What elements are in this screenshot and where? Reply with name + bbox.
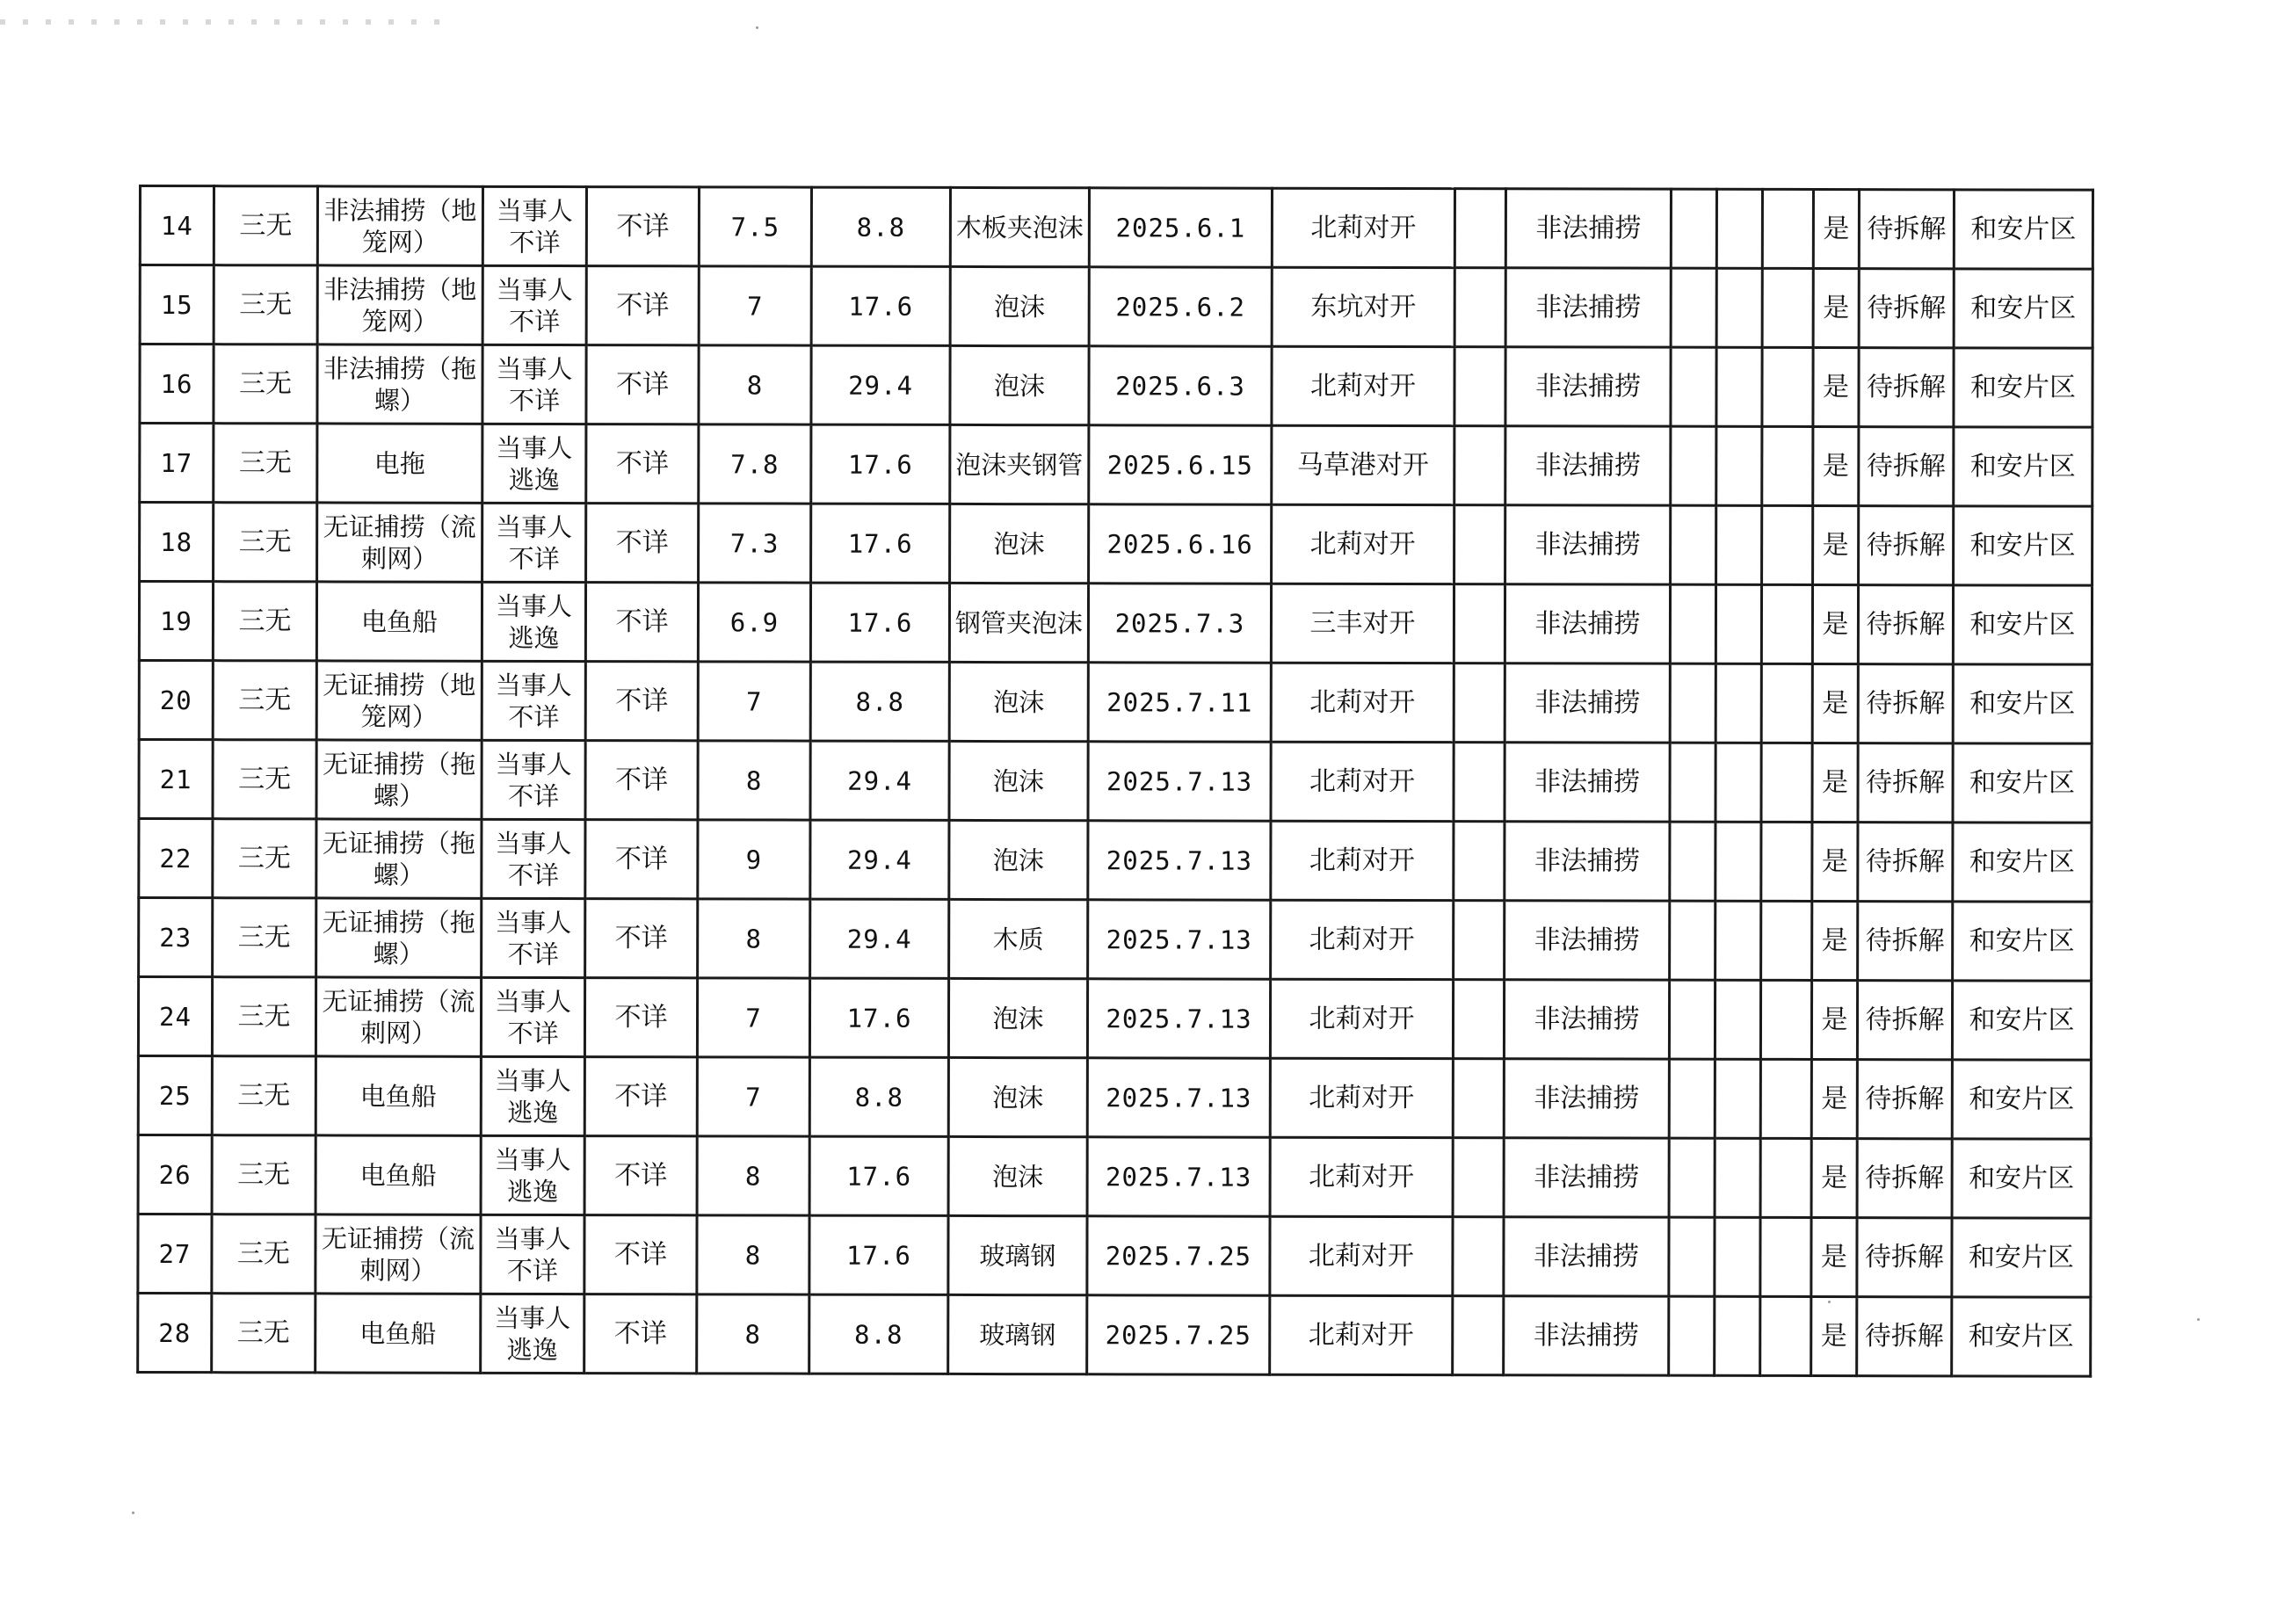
blank-cell xyxy=(1669,980,1715,1059)
power-cell: 17.6 xyxy=(810,583,949,662)
blank-cell xyxy=(1762,426,1813,505)
area-cell: 和安片区 xyxy=(1954,506,2093,585)
row-number-cell: 27 xyxy=(138,1214,212,1294)
party-cell: 当事人不详 xyxy=(482,503,586,582)
status-cell: 待拆解 xyxy=(1858,585,1953,664)
material-cell: 泡沫 xyxy=(949,820,1088,899)
status-cell: 待拆解 xyxy=(1859,427,1954,506)
power-cell: 17.6 xyxy=(811,424,950,504)
area-cell: 和安片区 xyxy=(1952,1060,2091,1139)
table-row xyxy=(138,977,2091,1061)
status-cell: 待拆解 xyxy=(1857,1218,1952,1297)
blank-cell xyxy=(1716,347,1762,426)
party-cell: 当事人逃逸 xyxy=(481,1135,584,1214)
table-row xyxy=(140,503,2093,586)
location-cell: 北莉对开 xyxy=(1270,1216,1453,1295)
activity-cell: 无证捕捞（拖螺） xyxy=(316,898,482,977)
status-cell: 待拆解 xyxy=(1858,743,1953,823)
material-cell: 木板夹泡沫 xyxy=(950,187,1089,266)
vessel-type-cell: 三无 xyxy=(213,740,316,819)
material-cell: 玻璃钢 xyxy=(948,1294,1087,1374)
table-row xyxy=(139,819,2092,903)
area-cell: 和安片区 xyxy=(1954,190,2093,269)
blank-cell xyxy=(1760,1059,1811,1138)
nature-cell: 非法捕捞 xyxy=(1504,1217,1669,1296)
confirmed-cell: 是 xyxy=(1812,663,1858,743)
area-cell: 和安片区 xyxy=(1953,902,2092,981)
party-cell: 当事人逃逸 xyxy=(482,582,585,661)
owner-cell: 不详 xyxy=(584,978,697,1057)
owner-cell: 不详 xyxy=(584,1294,697,1374)
blank-cell xyxy=(1671,426,1716,505)
table-row xyxy=(138,1294,2091,1377)
vessel-type-cell: 三无 xyxy=(214,503,317,582)
owner-cell: 不详 xyxy=(586,424,699,504)
confirmed-cell: 是 xyxy=(1811,980,1857,1059)
activity-cell: 无证捕捞（流刺网） xyxy=(316,977,481,1056)
nature-cell: 非法捕捞 xyxy=(1505,743,1670,822)
location-cell: 北莉对开 xyxy=(1271,821,1454,900)
row-number-cell: 22 xyxy=(139,819,213,898)
status-cell: 待拆解 xyxy=(1859,190,1954,269)
power-cell: 29.4 xyxy=(810,820,949,899)
blank-cell xyxy=(1670,663,1715,743)
party-cell: 当事人不详 xyxy=(482,898,585,977)
party-cell: 当事人不详 xyxy=(482,265,586,344)
blank-cell xyxy=(1453,980,1504,1059)
blank-cell xyxy=(1454,347,1505,426)
blank-cell xyxy=(1670,584,1715,663)
nature-cell: 非法捕捞 xyxy=(1505,426,1671,505)
scan-speck xyxy=(756,26,758,29)
confirmed-cell: 是 xyxy=(1813,347,1859,426)
confirmed-cell: 是 xyxy=(1811,1138,1857,1217)
length-cell: 7 xyxy=(698,662,810,741)
material-cell: 泡沫 xyxy=(948,978,1087,1057)
power-cell: 8.8 xyxy=(809,1294,948,1374)
confirmed-cell: 是 xyxy=(1811,1217,1857,1296)
activity-cell: 电鱼船 xyxy=(316,1294,481,1373)
date-cell: 2025.7.13 xyxy=(1087,1137,1270,1216)
material-cell: 玻璃钢 xyxy=(948,1215,1087,1294)
power-cell: 29.4 xyxy=(811,345,950,424)
row-number-cell: 20 xyxy=(139,661,213,740)
location-cell: 北莉对开 xyxy=(1272,188,1454,267)
confirmed-cell: 是 xyxy=(1813,426,1859,505)
blank-cell xyxy=(1671,189,1716,268)
power-cell: 17.6 xyxy=(811,504,950,583)
nature-cell: 非法捕捞 xyxy=(1504,1296,1669,1375)
owner-cell: 不详 xyxy=(584,1136,697,1215)
blank-cell xyxy=(1761,901,1812,980)
blank-cell xyxy=(1715,1296,1760,1375)
status-cell: 待拆解 xyxy=(1857,1060,1952,1139)
table-row xyxy=(138,1056,2091,1140)
status-cell: 待拆解 xyxy=(1858,902,1953,981)
location-cell: 北莉对开 xyxy=(1270,1295,1453,1374)
location-cell: 北莉对开 xyxy=(1271,742,1454,821)
party-cell: 当事人不详 xyxy=(482,344,586,424)
blank-cell xyxy=(1453,1217,1504,1296)
blank-cell xyxy=(1454,584,1505,663)
material-cell: 泡沫 xyxy=(950,345,1089,424)
blank-cell xyxy=(1669,1059,1715,1138)
length-cell: 9 xyxy=(698,820,810,899)
row-number-cell: 26 xyxy=(138,1135,212,1214)
blank-cell xyxy=(1716,189,1762,268)
confirmed-cell: 是 xyxy=(1812,901,1858,980)
party-cell: 当事人不详 xyxy=(482,186,586,265)
blank-cell xyxy=(1762,189,1813,268)
activity-cell: 电鱼船 xyxy=(316,1135,481,1214)
status-cell: 待拆解 xyxy=(1857,1297,1952,1376)
date-cell: 2025.7.25 xyxy=(1087,1216,1270,1295)
owner-cell: 不详 xyxy=(585,583,698,662)
blank-cell xyxy=(1761,584,1812,663)
location-cell: 马草港对开 xyxy=(1272,425,1454,504)
owner-cell: 不详 xyxy=(584,1057,697,1136)
area-cell: 和安片区 xyxy=(1952,1297,2091,1376)
power-cell: 8.8 xyxy=(809,1057,948,1136)
owner-cell: 不详 xyxy=(585,741,698,820)
status-cell: 待拆解 xyxy=(1859,348,1954,427)
owner-cell: 不详 xyxy=(586,345,699,424)
table-row xyxy=(138,1135,2091,1219)
area-cell: 和安片区 xyxy=(1954,348,2093,427)
vessel-type-cell: 三无 xyxy=(214,424,317,503)
confirmed-cell: 是 xyxy=(1812,584,1858,663)
blank-cell xyxy=(1670,822,1715,901)
activity-cell: 无证捕捞（流刺网） xyxy=(317,503,482,582)
date-cell: 2025.7.13 xyxy=(1087,979,1270,1058)
vessel-type-cell: 三无 xyxy=(212,1294,316,1373)
vessel-type-cell: 三无 xyxy=(214,265,317,344)
date-cell: 2025.6.2 xyxy=(1089,267,1272,346)
table-row xyxy=(140,424,2093,507)
activity-cell: 无证捕捞（拖螺） xyxy=(316,740,482,819)
length-cell: 7.8 xyxy=(699,424,811,504)
date-cell: 2025.6.1 xyxy=(1089,188,1272,267)
row-number-cell: 19 xyxy=(139,582,213,661)
blank-cell xyxy=(1669,1296,1715,1375)
date-cell: 2025.7.13 xyxy=(1088,821,1271,900)
date-cell: 2025.7.13 xyxy=(1088,900,1271,979)
activity-cell: 非法捕捞（地笼网） xyxy=(317,186,482,265)
power-cell: 17.6 xyxy=(809,1215,948,1294)
nature-cell: 非法捕捞 xyxy=(1505,189,1671,268)
blank-cell xyxy=(1715,663,1761,743)
power-cell: 17.6 xyxy=(811,266,950,345)
row-number-cell: 14 xyxy=(140,186,214,265)
area-cell: 和安片区 xyxy=(1953,585,2092,664)
row-number-cell: 15 xyxy=(140,265,214,344)
activity-cell: 非法捕捞（地笼网） xyxy=(317,265,482,344)
length-cell: 8 xyxy=(698,899,810,978)
blank-cell xyxy=(1760,1138,1811,1217)
nature-cell: 非法捕捞 xyxy=(1504,980,1669,1059)
status-cell: 待拆解 xyxy=(1859,269,1954,348)
owner-cell: 不详 xyxy=(585,820,698,899)
area-cell: 和安片区 xyxy=(1952,1218,2091,1297)
location-cell: 北莉对开 xyxy=(1270,1137,1453,1216)
power-cell: 17.6 xyxy=(809,978,948,1057)
length-cell: 7 xyxy=(697,978,809,1057)
material-cell: 泡沫 xyxy=(949,741,1088,820)
blank-cell xyxy=(1671,268,1716,347)
date-cell: 2025.7.25 xyxy=(1087,1295,1270,1374)
vessel-type-cell: 三无 xyxy=(214,344,317,424)
location-cell: 北莉对开 xyxy=(1271,663,1454,742)
length-cell: 7 xyxy=(697,1057,809,1136)
owner-cell: 不详 xyxy=(586,504,699,583)
area-cell: 和安片区 xyxy=(1953,823,2092,902)
blank-cell xyxy=(1670,901,1715,980)
length-cell: 7.3 xyxy=(699,504,811,583)
date-cell: 2025.6.3 xyxy=(1089,346,1272,425)
location-cell: 北莉对开 xyxy=(1272,346,1454,425)
area-cell: 和安片区 xyxy=(1953,664,2092,743)
location-cell: 北莉对开 xyxy=(1270,979,1453,1058)
area-cell: 和安片区 xyxy=(1952,981,2091,1060)
vessel-type-cell: 三无 xyxy=(212,1135,316,1214)
blank-cell xyxy=(1762,347,1813,426)
blank-cell xyxy=(1715,1217,1760,1296)
date-cell: 2025.6.15 xyxy=(1089,425,1272,504)
blank-cell xyxy=(1715,743,1761,822)
blank-cell xyxy=(1760,1296,1811,1375)
blank-cell xyxy=(1671,505,1716,584)
date-cell: 2025.7.13 xyxy=(1088,742,1271,821)
material-cell: 泡沫 xyxy=(950,504,1089,583)
blank-cell xyxy=(1454,822,1505,901)
material-cell: 泡沫 xyxy=(950,266,1089,345)
blank-cell xyxy=(1715,584,1761,663)
row-number-cell: 25 xyxy=(138,1056,212,1135)
vessel-type-cell: 三无 xyxy=(214,186,317,265)
status-cell: 待拆解 xyxy=(1858,664,1953,743)
activity-cell: 电鱼船 xyxy=(316,582,482,661)
power-cell: 8.8 xyxy=(811,187,950,266)
location-cell: 北莉对开 xyxy=(1270,1058,1453,1137)
activity-cell: 无证捕捞（拖螺） xyxy=(316,819,482,898)
blank-cell xyxy=(1453,1296,1504,1375)
length-cell: 6.9 xyxy=(698,583,810,662)
nature-cell: 非法捕捞 xyxy=(1505,268,1671,347)
scan-speck xyxy=(2197,1318,2200,1321)
power-cell: 8.8 xyxy=(810,662,949,741)
row-number-cell: 21 xyxy=(139,740,213,819)
blank-cell xyxy=(1715,1059,1760,1138)
blank-cell xyxy=(1669,1217,1715,1296)
activity-cell: 电鱼船 xyxy=(316,1056,481,1135)
activity-cell: 无证捕捞（流刺网） xyxy=(316,1214,481,1294)
blank-cell xyxy=(1716,268,1762,347)
table-row xyxy=(140,186,2093,270)
owner-cell: 不详 xyxy=(584,1215,697,1294)
power-cell: 29.4 xyxy=(810,899,949,978)
status-cell: 待拆解 xyxy=(1857,981,1952,1060)
party-cell: 当事人不详 xyxy=(481,977,584,1056)
length-cell: 8 xyxy=(697,1294,809,1374)
scan-artifact xyxy=(0,19,457,25)
area-cell: 和安片区 xyxy=(1954,269,2093,348)
confirmed-cell: 是 xyxy=(1813,189,1859,268)
owner-cell: 不详 xyxy=(585,899,698,978)
date-cell: 2025.7.11 xyxy=(1088,663,1271,742)
vessel-type-cell: 三无 xyxy=(213,661,316,740)
nature-cell: 非法捕捞 xyxy=(1504,1059,1669,1138)
blank-cell xyxy=(1760,1217,1811,1296)
material-cell: 泡沫 xyxy=(948,1057,1087,1136)
party-cell: 当事人逃逸 xyxy=(481,1294,584,1373)
blank-cell xyxy=(1716,505,1762,584)
blank-cell xyxy=(1454,426,1505,505)
confirmed-cell: 是 xyxy=(1811,1059,1857,1138)
length-cell: 7 xyxy=(699,266,811,345)
vessel-type-cell: 三无 xyxy=(212,1214,316,1294)
blank-cell xyxy=(1669,1138,1715,1217)
area-cell: 和安片区 xyxy=(1954,427,2093,506)
owner-cell: 不详 xyxy=(586,187,699,266)
row-number-cell: 24 xyxy=(138,977,212,1056)
owner-cell: 不详 xyxy=(585,662,698,741)
status-cell: 待拆解 xyxy=(1858,823,1953,902)
table-row xyxy=(139,661,2092,744)
nature-cell: 非法捕捞 xyxy=(1504,1138,1669,1217)
scan-speck xyxy=(132,1512,134,1514)
row-number-cell: 18 xyxy=(140,503,214,582)
blank-cell xyxy=(1761,743,1812,822)
blank-cell xyxy=(1715,980,1760,1059)
area-cell: 和安片区 xyxy=(1952,1139,2091,1218)
activity-cell: 电拖 xyxy=(317,424,482,503)
table-row xyxy=(139,740,2092,823)
length-cell: 8 xyxy=(698,741,810,820)
blank-cell xyxy=(1670,743,1715,822)
row-number-cell: 28 xyxy=(138,1294,212,1373)
confirmed-cell: 是 xyxy=(1812,743,1858,822)
blank-cell xyxy=(1762,268,1813,347)
nature-cell: 非法捕捞 xyxy=(1505,505,1671,584)
row-number-cell: 23 xyxy=(139,898,213,977)
length-cell: 8 xyxy=(699,345,811,424)
blank-cell xyxy=(1454,663,1505,743)
material-cell: 钢管夹泡沫 xyxy=(949,583,1088,662)
blank-cell xyxy=(1671,347,1716,426)
confirmed-cell: 是 xyxy=(1812,822,1858,901)
blank-cell xyxy=(1715,822,1761,901)
table-row xyxy=(139,898,2092,982)
confirmed-cell: 是 xyxy=(1811,1296,1857,1375)
blank-cell xyxy=(1453,1059,1504,1138)
material-cell: 泡沫 xyxy=(949,662,1088,741)
blank-cell xyxy=(1715,901,1761,980)
confirmed-cell: 是 xyxy=(1813,505,1859,584)
date-cell: 2025.7.13 xyxy=(1087,1058,1270,1137)
length-cell: 8 xyxy=(697,1136,809,1215)
activity-cell: 无证捕捞（地笼网） xyxy=(316,661,482,740)
power-cell: 17.6 xyxy=(809,1136,948,1215)
date-cell: 2025.7.3 xyxy=(1088,584,1271,663)
blank-cell xyxy=(1761,822,1812,901)
blank-cell xyxy=(1454,505,1505,584)
table-row xyxy=(140,344,2093,428)
party-cell: 当事人逃逸 xyxy=(482,424,586,503)
party-cell: 当事人不详 xyxy=(482,819,585,898)
blank-cell xyxy=(1762,505,1813,584)
location-cell: 北莉对开 xyxy=(1271,900,1454,979)
nature-cell: 非法捕捞 xyxy=(1505,822,1670,901)
material-cell: 泡沫夹钢管 xyxy=(950,424,1089,504)
party-cell: 当事人逃逸 xyxy=(481,1056,584,1135)
table-row xyxy=(140,265,2093,349)
table-row xyxy=(138,1214,2091,1298)
table-body xyxy=(138,186,2093,1377)
nature-cell: 非法捕捞 xyxy=(1505,347,1671,426)
vessel-type-cell: 三无 xyxy=(213,819,316,898)
party-cell: 当事人不详 xyxy=(482,740,585,819)
area-cell: 和安片区 xyxy=(1953,743,2092,823)
blank-cell xyxy=(1454,743,1505,822)
power-cell: 29.4 xyxy=(810,741,949,820)
vessel-type-cell: 三无 xyxy=(212,1056,316,1135)
blank-cell xyxy=(1715,1138,1760,1217)
row-number-cell: 17 xyxy=(140,424,214,503)
blank-cell xyxy=(1761,663,1812,743)
vessel-type-cell: 三无 xyxy=(213,582,316,661)
table-row xyxy=(139,582,2092,665)
nature-cell: 非法捕捞 xyxy=(1505,663,1670,743)
party-cell: 当事人不详 xyxy=(482,661,585,740)
length-cell: 8 xyxy=(697,1215,809,1294)
owner-cell: 不详 xyxy=(586,266,699,345)
vessel-type-cell: 三无 xyxy=(212,977,316,1056)
length-cell: 7.5 xyxy=(699,187,811,266)
nature-cell: 非法捕捞 xyxy=(1505,901,1670,980)
vessel-type-cell: 三无 xyxy=(213,898,316,977)
confirmed-cell: 是 xyxy=(1813,268,1859,347)
status-cell: 待拆解 xyxy=(1857,1139,1952,1218)
activity-cell: 非法捕捞（拖螺） xyxy=(317,344,482,424)
blank-cell xyxy=(1454,268,1505,347)
blank-cell xyxy=(1454,901,1505,980)
row-number-cell: 16 xyxy=(140,344,214,424)
material-cell: 木质 xyxy=(949,899,1088,978)
blank-cell xyxy=(1454,189,1505,268)
location-cell: 东坑对开 xyxy=(1272,267,1454,346)
party-cell: 当事人不详 xyxy=(481,1214,584,1294)
status-cell: 待拆解 xyxy=(1859,506,1954,585)
blank-cell xyxy=(1453,1138,1504,1217)
vessel-record-table xyxy=(136,185,2094,1378)
date-cell: 2025.6.16 xyxy=(1089,504,1272,584)
material-cell: 泡沫 xyxy=(948,1136,1087,1215)
location-cell: 三丰对开 xyxy=(1271,584,1454,663)
blank-cell xyxy=(1760,980,1811,1059)
location-cell: 北莉对开 xyxy=(1272,504,1454,584)
nature-cell: 非法捕捞 xyxy=(1505,584,1670,663)
blank-cell xyxy=(1716,426,1762,505)
